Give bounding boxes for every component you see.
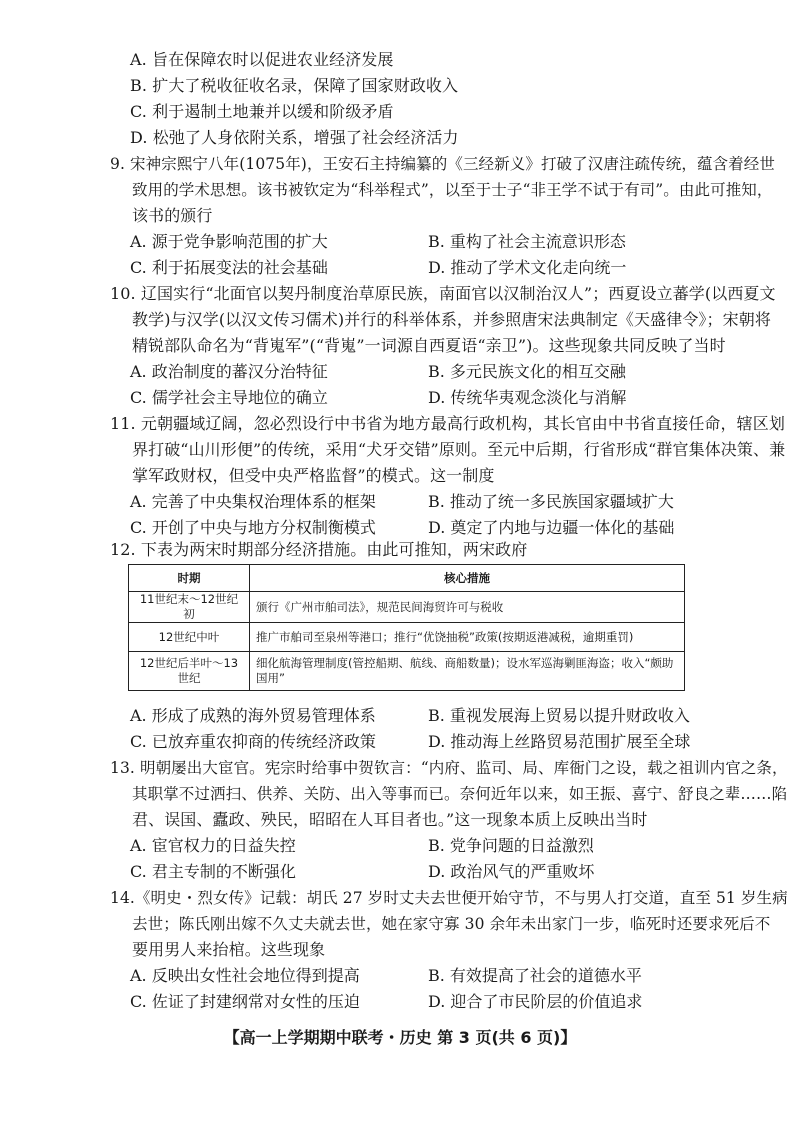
q10-option-c: C. 儒学社会主导地位的确立 [130, 388, 328, 407]
q9-stem-line-3: 该书的颁行 [132, 206, 213, 225]
q14-option-b: B. 有效提高了社会的道德水平 [428, 966, 642, 985]
q12-option-a: A. 形成了成熟的海外贸易管理体系 [130, 706, 376, 725]
q14-stem-line-1: 14.《明史・烈女传》记载：胡氏 27 岁时丈夫去世便开始守节，不与男人打交道，直至 51 岁生病 [110, 889, 788, 907]
q8-option-b: B. 扩大了税收征收名录，保障了国家财政收入 [130, 76, 459, 95]
q9-option-b: B. 重构了社会主流意识形态 [428, 232, 626, 251]
q9-stem-line-1: 9. 宋神宗熙宁八年(1075年)，王安石主持编纂的《三经新义》打破了汉唐注疏传统，蕴含着经世 [110, 155, 775, 173]
q9-stem-line-2: 致用的学术思想。该书被钦定为“科举程式”，以至于士子“非王学不试于有司”。由此可推知， [132, 181, 773, 199]
table-header-measure: 核心措施 [250, 565, 685, 592]
q8-option-c: C. 利于遏制土地兼并以缓和阶级矛盾 [130, 102, 394, 121]
q13-option-b: B. 党争问题的日益激烈 [428, 836, 594, 855]
table-row [129, 623, 685, 652]
table-cell-measure: 细化航海管理制度(管控船期、航线、商船数量)；设水军巡海剿匪海盗；收入“颇助国用” [250, 652, 685, 691]
q11-stem-line-3: 掌军政财权，但受中央严格监督”的模式。这一制度 [132, 466, 495, 485]
q10-stem-line-3: 精锐部队命名为“背嵬军”(“背嵬”一词源自西夏语“亲卫”)。这些现象共同反映了当时 [132, 336, 726, 355]
q14-option-c: C. 佐证了封建纲常对女性的压迫 [130, 992, 360, 1011]
q10-stem-line-1: 10. 辽国实行“北面官以契丹制度治草原民族，南面官以汉制治汉人”；西夏设立蕃学(以西夏文 [110, 284, 776, 303]
table-header-row [129, 565, 685, 592]
q9-option-c: C. 利于拓展变法的社会基础 [130, 258, 328, 277]
q14-stem-line-3: 要用男人来抬棺。这些现象 [132, 940, 326, 959]
q11-option-a: A. 完善了中央集权治理体系的框架 [130, 492, 376, 511]
q14-option-a: A. 反映出女性社会地位得到提高 [130, 966, 360, 985]
q11-option-c: C. 开创了中央与地方分权制衡模式 [130, 518, 376, 537]
q13-stem-line-3: 君、误国、蠹政、殃民，昭昭在人耳目者也。”这一现象本质上反映出当时 [132, 810, 648, 829]
q11-option-d: D. 奠定了内地与边疆一体化的基础 [428, 518, 675, 537]
q12-option-c: C. 已放弃重农抑商的传统经济政策 [130, 732, 376, 751]
q8-option-a: A. 旨在保障农时以促进农业经济发展 [130, 50, 394, 69]
table-cell-period: 12世纪中叶 [129, 623, 250, 652]
q10-option-a: A. 政治制度的蕃汉分治特征 [130, 362, 328, 381]
q14-stem-line-2: 去世；陈氏刚出嫁不久丈夫就去世，她在家守寡 30 余年未出家门一步，临死时还要求死后不 [132, 915, 771, 933]
q13-option-d: D. 政治风气的严重败坏 [428, 862, 595, 881]
q9-option-d: D. 推动了学术文化走向统一 [428, 258, 627, 277]
q11-stem-line-1: 11. 元朝疆域辽阔，忽必烈设行中书省为地方最高行政机构，其长官由中书省直接任命，辖区划 [110, 414, 785, 433]
table-cell-period: 12世纪后半叶～13世纪 [129, 652, 250, 691]
q10-option-d: D. 传统华夷观念淡化与消解 [428, 388, 627, 407]
q9-option-a: A. 源于党争影响范围的扩大 [130, 232, 328, 251]
q13-stem-line-1: 13. 明朝屡出大宦官。宪宗时给事中贺钦言：“内府、监司、局、库衙门之设，载之祖训内官之条， [110, 759, 788, 777]
q12-option-d: D. 推动海上丝路贸易范围扩展至全球 [428, 732, 691, 751]
table-cell-measure: 推广市舶司至泉州等港口；推行“优饶抽税”政策(按期返港减税，逾期重罚) [250, 623, 685, 652]
table-header-period: 时期 [129, 565, 250, 592]
q12-option-b: B. 重视发展海上贸易以提升财政收入 [428, 706, 690, 725]
q11-stem-line-2: 界打破“山川形便”的传统，采用“犬牙交错”原则。至元中后期，行省形成“群官集体决策、兼 [132, 440, 786, 459]
table-row [129, 652, 685, 691]
q14-option-d: D. 迎合了市民阶层的价值追求 [428, 992, 643, 1011]
table-row [129, 592, 685, 623]
q11-option-b: B. 推动了统一多民族国家疆域扩大 [428, 492, 674, 511]
q13-stem-line-2: 其职掌不过洒扫、供养、关防、出入等事而已。奈何近年以来，如王振、喜宁、舒良之辈……陷 [132, 785, 788, 803]
economic-measures-table [128, 564, 685, 691]
q10-option-b: B. 多元民族文化的相互交融 [428, 362, 626, 381]
page-footer: 【高一上学期期中联考・历史 第 3 页(共 6 页)】 [223, 1028, 577, 1047]
q13-option-c: C. 君主专制的不断强化 [130, 862, 296, 881]
q10-stem-line-2: 教学)与汉学(以汉文传习儒术)并行的科举体系，并参照唐宋法典制定《天盛律令》；宋朝将 [132, 310, 771, 329]
q12-stem: 12. 下表为两宋时期部分经济措施。由此可推知，两宋政府 [110, 540, 528, 559]
table-cell-measure: 颁行《广州市舶司法》，规范民间海贸许可与税收 [250, 592, 685, 623]
q13-option-a: A. 宦官权力的日益失控 [130, 836, 296, 855]
q8-option-d: D. 松弛了人身依附关系，增强了社会经济活力 [130, 128, 459, 147]
table-cell-period: 11世纪末～12世纪初 [129, 592, 250, 623]
